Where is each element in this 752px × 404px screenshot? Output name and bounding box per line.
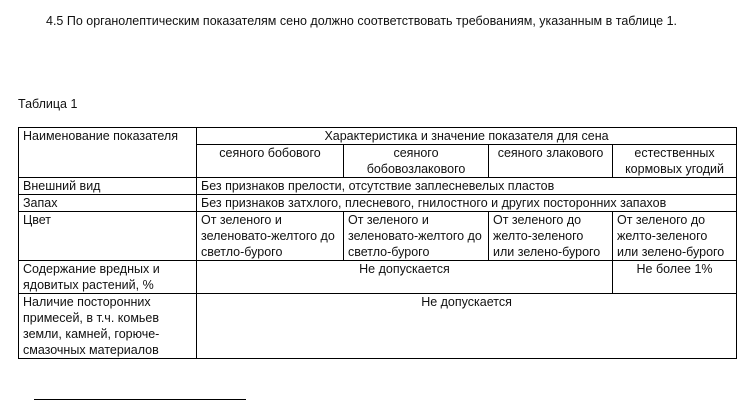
row-name-color: Цвет	[19, 212, 197, 261]
row-value-color-legume: От зеленого и зеленовато-желтого до светло-бурого	[197, 212, 344, 261]
subheader-natural: естественных кормовых угодий	[613, 145, 737, 178]
header-characteristic: Характеристика и значение показателя для сена	[197, 128, 737, 145]
subheader-legume: сеяного бобового	[197, 145, 344, 178]
table-row	[19, 178, 737, 195]
row-value-color-grass: От зеленого до желто-зеленого или зелено-бурого	[489, 212, 613, 261]
table-row	[19, 195, 737, 212]
row-value-foreign: Не допускается	[197, 294, 737, 359]
header-indicator: Наименование показателя	[19, 128, 197, 178]
table-caption: Таблица 1	[18, 97, 78, 111]
row-value-harmful: Не допускается	[197, 261, 613, 294]
row-value-color-legume-grass: От зеленого и зеленовато-желтого до светло-бурого	[344, 212, 489, 261]
table-header-row	[19, 128, 737, 145]
intro-paragraph: 4.5 По органолептическим показателям сено должно соответствовать требованиям, указанным в таблице 1.	[46, 14, 678, 28]
table-row	[19, 261, 737, 294]
row-value-color-natural: От зеленого до желто-зеленого или зелено-бурого	[613, 212, 737, 261]
row-name-smell: Запах	[19, 195, 197, 212]
table-row	[19, 294, 737, 359]
row-name-foreign: Наличие посторонних примесей, в т.ч. комьев земли, камней, горюче-смазочных материалов	[19, 294, 197, 359]
row-name-appearance: Внешний вид	[19, 178, 197, 195]
subheader-legume-grass: сеяного бобовозлакового	[344, 145, 489, 178]
subheader-grass: сеяного злакового	[489, 145, 613, 178]
requirements-table	[18, 127, 737, 359]
row-value-appearance: Без признаков прелости, отсутствие заплесневелых пластов	[197, 178, 737, 195]
row-value-harmful-natural: Не более 1%	[613, 261, 737, 294]
row-name-harmful: Содержание вредных и ядовитых растений, %	[19, 261, 197, 294]
row-value-smell: Без признаков затхлого, плесневого, гнилостного и других посторонних запахов	[197, 195, 737, 212]
table-row	[19, 212, 737, 261]
footnote-divider	[34, 399, 246, 400]
